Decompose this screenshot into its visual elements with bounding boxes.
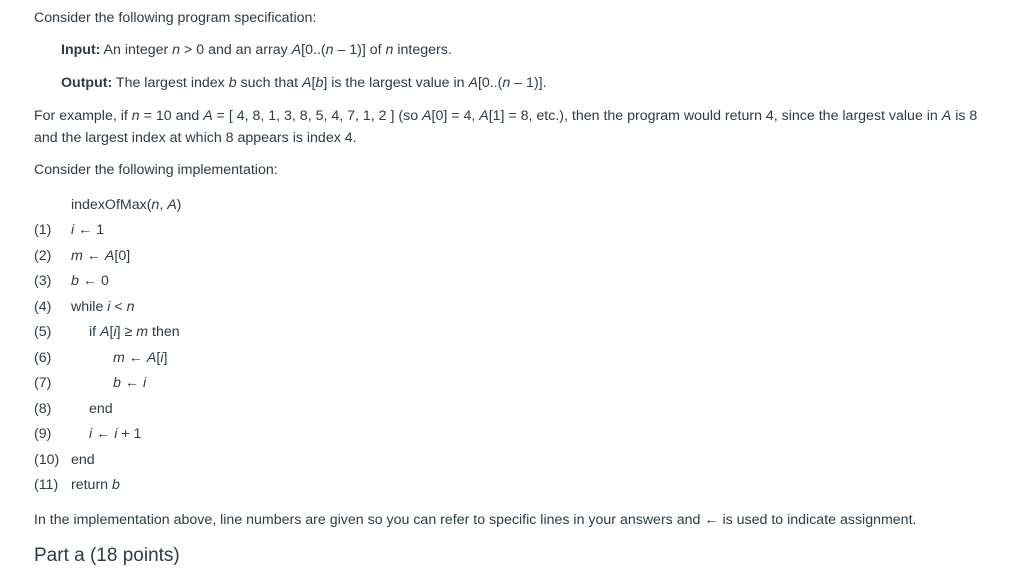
intro-text: Consider the following program specification: [34, 10, 317, 26]
line-number: (4) [34, 299, 52, 315]
code-line: (3) b ← 0 [34, 273, 109, 289]
line-number: (1) [34, 222, 52, 238]
line-number: (7) [34, 375, 52, 391]
consider-implementation-text: Consider the following implementation: [34, 162, 278, 178]
line-number: (6) [34, 350, 52, 366]
footnote-text: In the implementation above, line numbers are given so you can refer to specific lines in your answers and ← is used to indicate assignment. [34, 512, 917, 528]
input-spec: Input: An integer n > 0 and an array A[0..(n – 1)] of n integers. [61, 42, 452, 58]
output-spec: Output: The largest index b such that A[b] is the largest value in A[0..(n – 1)]. [61, 75, 547, 91]
code-line: (9) i ← i + 1 [34, 426, 142, 442]
code-line: (10) end [34, 452, 95, 468]
code-line: (6) m ← A[i] [34, 350, 168, 366]
line-number: (11) [34, 477, 59, 493]
code-line: (7) b ← i [34, 375, 147, 391]
code-line: (2) m ← A[0] [34, 248, 131, 264]
code-line: (1) i ← 1 [34, 222, 105, 238]
line-number: (5) [34, 324, 52, 340]
input-label: Input: [61, 42, 101, 58]
line-number: (10) [34, 452, 60, 468]
line-number: (3) [34, 273, 52, 289]
line-number: (9) [34, 426, 52, 442]
output-label: Output: [61, 75, 113, 91]
code-line: (11) return b [34, 477, 120, 493]
code-header: indexOfMax(n, A) [71, 197, 182, 213]
example-paragraph: For example, if n = 10 and A = [ 4, 8, 1, 3, 8, 5, 4, 7, 1, 2 ] (so A[0] = 4, A[1] = 8, etc.), then the program would return 4, since the largest value in A is 8 and the largest index at which 8 appears is index 4. [34, 108, 978, 146]
code-line: (8) end [34, 401, 113, 417]
line-number: (8) [34, 401, 52, 417]
code-line: (5) if A[i] ≥ m then [34, 324, 180, 340]
line-number: (2) [34, 248, 52, 264]
part-heading: Part a (18 points) [34, 545, 180, 566]
code-line: (4) while i < n [34, 299, 135, 315]
